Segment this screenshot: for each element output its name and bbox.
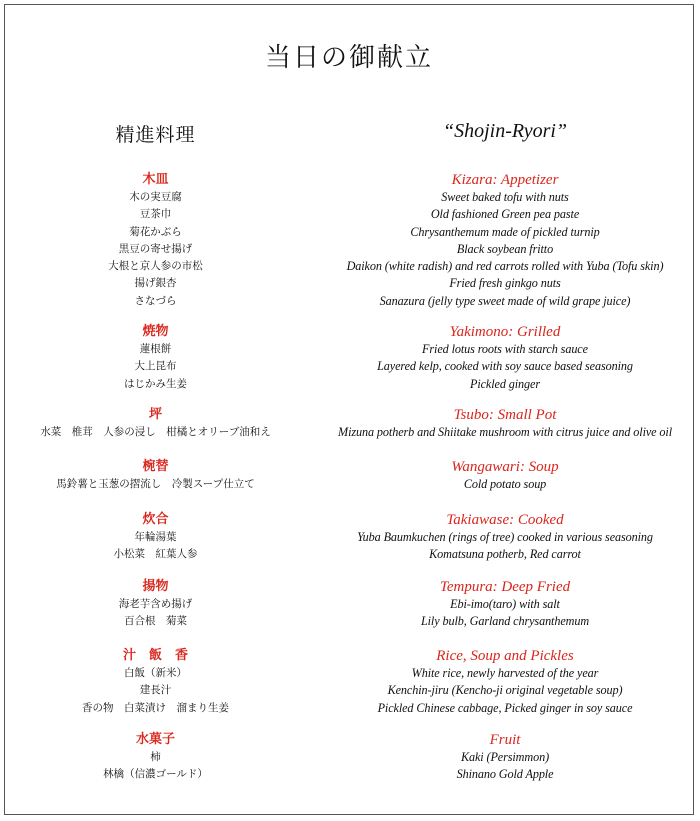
english-section-heading: Takiawase: Cooked: [446, 512, 564, 528]
japanese-section: [13, 171, 298, 310]
english-section: [320, 406, 690, 441]
japanese-menu-item: 建長汁: [139, 684, 172, 697]
english-menu-item: Yuba Baumkuchen (rings of tree) cooked in various seasoning: [357, 530, 653, 544]
english-menu-item: Fried lotus roots with starch sauce: [422, 342, 588, 356]
english-menu-item: Sweet baked tofu with nuts: [441, 190, 569, 204]
english-menu-item: Shinano Gold Apple: [456, 767, 554, 782]
japanese-section: [13, 511, 298, 564]
japanese-section-heading: 水菓子: [135, 732, 175, 747]
japanese-section-heading: 炊合: [142, 512, 169, 527]
english-section: [320, 511, 690, 564]
english-menu-item: Kaki (Persimmon): [460, 750, 550, 764]
japanese-menu-item: 海老芋含め揚げ: [118, 598, 193, 610]
english-menu-item: Layered kelp, cooked with soy sauce based seasoning: [377, 359, 633, 374]
japanese-menu-item: 木の実豆腐: [129, 191, 182, 203]
menu-page: [4, 4, 694, 815]
japanese-menu-item: 馬鈴薯と玉葱の摺流し 冷製スープ仕立て: [56, 478, 255, 490]
english-menu-item: Sanazura (jelly type sweet made of wild grape juice): [379, 293, 631, 308]
japanese-menu-item: 蓮根餅: [139, 343, 172, 355]
english-section: [320, 458, 690, 493]
english-menu-item: Mizuna potherb and Shiitake mushroom with citrus juice and olive oil: [338, 425, 672, 439]
japanese-section: [13, 647, 298, 717]
japanese-menu-item: 水菜 椎茸 人参の浸し 柑橘とオリーブ油和え: [40, 426, 271, 438]
japanese-section-heading: 坪: [148, 407, 162, 422]
english-menu-item: Chrysanthemum made of pickled turnip: [410, 224, 600, 239]
english-menu-item: White rice, newly harvested of the year: [411, 666, 599, 680]
japanese-menu-item: 黒豆の寄せ揚げ: [118, 242, 193, 255]
english-section: [320, 647, 690, 717]
japanese-section: [13, 578, 298, 631]
japanese-menu-item: 菊花かぶら: [129, 225, 182, 238]
english-section: [320, 578, 690, 631]
english-menu-item: Ebi-imo(taro) with salt: [450, 597, 560, 611]
japanese-menu-item: 白飯（新米）: [124, 667, 187, 679]
english-section-heading: Tempura: Deep Fried: [439, 579, 571, 595]
english-menu-item: Kenchin-jiru (Kencho-ji original vegetable soup): [387, 683, 623, 698]
english-section-heading: Yakimono: Grilled: [449, 324, 561, 340]
japanese-menu-item: 大根と京人参の市松: [108, 260, 203, 273]
japanese-menu-item: 林檎（信濃ゴールド）: [103, 768, 208, 781]
japanese-section: [13, 323, 298, 393]
english-menu-item: Komatsuna potherb, Red carrot: [429, 547, 581, 562]
english-menu-item: Daikon (white radish) and red carrots rolled with Yuba (Tofu skin): [346, 259, 664, 274]
english-section: [320, 323, 690, 393]
english-menu-item: Cold potato soup: [463, 477, 547, 491]
japanese-section-heading: 揚物: [142, 579, 169, 594]
japanese-section-heading: 焼物: [142, 324, 169, 339]
english-menu-item: Pickled ginger: [469, 376, 540, 391]
english-menu-item: Pickled Chinese cabbage, Picked ginger in soy sauce: [377, 700, 633, 715]
japanese-menu-item: 香の物 白菜漬け 溜まり生姜: [82, 701, 229, 714]
japanese-menu-item: 小松菜 紅葉人参: [113, 548, 198, 561]
japanese-menu-item: はじかみ生姜: [124, 377, 187, 390]
japanese-section-heading: 椀替: [142, 459, 169, 474]
japanese-section: [13, 458, 298, 493]
english-section: [320, 171, 690, 310]
english-section-heading: Tsubo: Small Pot: [453, 407, 557, 423]
english-section-heading: Wangawari: Soup: [451, 459, 559, 475]
japanese-menu-item: 柿: [150, 751, 161, 763]
japanese-section: [13, 406, 298, 441]
japanese-section-heading: 木皿: [142, 172, 169, 187]
japanese-section-heading: 汁 飯 香: [122, 648, 188, 663]
japanese-header: 精進料理: [115, 124, 196, 146]
english-menu-item: Fried fresh ginkgo nuts: [449, 276, 561, 291]
english-menu-item: Black soybean fritto: [456, 241, 554, 256]
japanese-menu-item: 年輪湯葉: [134, 531, 177, 543]
english-menu-item: Old fashioned Green pea paste: [430, 207, 580, 222]
english-header: “Shojin-Ryori”: [442, 120, 568, 142]
japanese-menu-item: さなづら: [134, 294, 177, 307]
japanese-section: [13, 731, 298, 784]
english-section-heading: Fruit: [489, 732, 521, 748]
japanese-menu-item: 揚げ銀杏: [134, 277, 177, 290]
english-section: [320, 731, 690, 784]
japanese-menu-item: 豆茶巾: [139, 208, 172, 221]
japanese-menu-item: 百合根 菊菜: [124, 615, 187, 628]
japanese-menu-item: 大上昆布: [134, 360, 177, 373]
english-section-heading: Rice, Soup and Pickles: [436, 648, 574, 664]
english-section-heading: Kizara: Appetizer: [451, 172, 559, 188]
english-menu-item: Lily bulb, Garland chrysanthemum: [420, 614, 590, 629]
page-title: 当日の御献立: [264, 43, 433, 73]
